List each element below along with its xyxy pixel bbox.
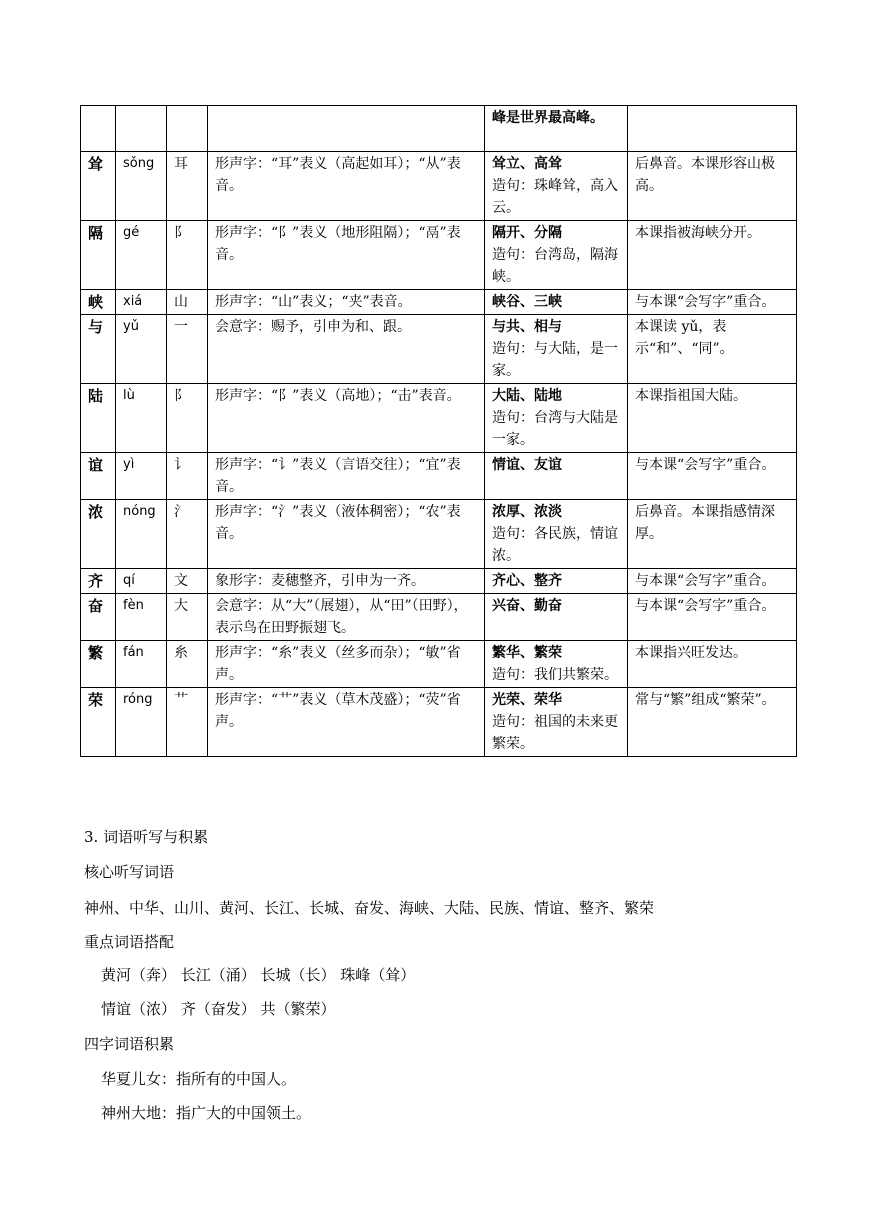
char-cell: 繁 [81,641,116,688]
sentence-text: 造句：祖国的未来更繁荣。 [492,714,618,752]
note-cell: 常与“繁”组成“繁荣”。 [628,688,797,757]
note-cell: 本课指兴旺发达。 [628,641,797,688]
table-row [81,453,797,500]
words-cell [485,152,628,221]
words-cell [485,500,628,569]
table-row [81,221,797,290]
idiom-line-1: 华夏儿女：指所有的中国人。 [101,1070,297,1088]
words-cell [485,221,628,290]
note-cell: 后鼻音。本课形容山极高。 [628,152,797,221]
collocation-line-2: 情谊（浓） 齐（奋发） 共（繁荣） [101,1000,336,1018]
words-text: 大陆、陆地 [492,388,562,404]
form-cell: 会意字：赐予，引申为和、跟。 [208,315,485,384]
words-cell [485,641,628,688]
note-cell: 与本课“会写字”重合。 [628,453,797,500]
words-cell [485,569,628,594]
form-cell: 形声字：“艹”表义（草木茂盛）；“荧”省声。 [208,688,485,757]
pinyin-cell: nóng [116,500,167,569]
char-cell: 耸 [81,152,116,221]
words-text: 与共、相与 [492,319,562,335]
sentence-text: 造句：我们共繁荣。 [492,667,618,683]
radical-cell: 山 [167,290,208,315]
table-row [81,290,797,315]
words-cell [485,290,628,315]
words-text: 峡谷、三峡 [492,294,562,310]
form-cell: 形声字：“糸”表义（丝多而杂）；“敏”省声。 [208,641,485,688]
table-row [81,688,797,757]
core-words-title: 核心听写词语 [84,863,175,881]
character-table [80,105,797,757]
table-row [81,594,797,641]
char-cell: 浓 [81,500,116,569]
pinyin-cell [116,106,167,152]
words-text: 浓厚、浓淡 [492,504,562,520]
pinyin-cell: yǔ [116,315,167,384]
note-cell: 本课读 yǔ，表示“和”、“同”。 [628,315,797,384]
pinyin-cell: fán [116,641,167,688]
sentence-text: 造句：珠峰耸，高入云。 [492,178,618,216]
sentence-text: 造句：台湾与大陆是一家。 [492,410,618,448]
radical-cell: 大 [167,594,208,641]
pinyin-cell: lù [116,384,167,453]
table-row-continued [81,106,797,152]
pinyin-cell: qí [116,569,167,594]
words-cell: 峰是世界最高峰。 [485,106,628,152]
radical-cell [167,106,208,152]
note-cell [628,106,797,152]
words-text: 隔开、分隔 [492,225,562,241]
collocation-line-1: 黄河（奔） 长江（涌） 长城（长） 珠峰（耸） [101,966,416,984]
form-cell [208,106,485,152]
char-cell: 峡 [81,290,116,315]
form-cell: 形声字：“氵”表义（液体稠密）；“农”表音。 [208,500,485,569]
table-row [81,500,797,569]
words-text: 情谊、友谊 [492,457,562,473]
pinyin-cell: xiá [116,290,167,315]
sentence-text: 造句：各民族，情谊浓。 [492,526,618,564]
note-cell: 本课指祖国大陆。 [628,384,797,453]
words-text: 光荣、荣华 [492,692,562,708]
pinyin-cell: fèn [116,594,167,641]
char-cell: 齐 [81,569,116,594]
radical-cell: 讠 [167,453,208,500]
char-cell [81,106,116,152]
words-cell [485,594,628,641]
radical-cell: 阝 [167,384,208,453]
radical-cell: 阝 [167,221,208,290]
form-cell: 形声字：“阝”表义（高地）；“击”表音。 [208,384,485,453]
table-row [81,152,797,221]
char-cell: 荣 [81,688,116,757]
note-cell: 与本课“会写字”重合。 [628,290,797,315]
section-title: 3. 词语听写与积累 [84,828,209,846]
form-cell: 形声字：“阝”表义（地形阻隔）；“鬲”表音。 [208,221,485,290]
table-row [81,384,797,453]
sentence-text: 造句：台湾岛，隔海峡。 [492,247,618,285]
words-text: 耸立、高耸 [492,156,562,172]
character-table-body [81,106,797,757]
table-row [81,315,797,384]
radical-cell: 一 [167,315,208,384]
words-text: 齐心、整齐 [492,573,562,589]
table-row [81,641,797,688]
note-cell: 后鼻音。本课指感情深厚。 [628,500,797,569]
char-cell: 隔 [81,221,116,290]
idiom-line-2: 神州大地：指广大的中国领土。 [101,1104,312,1122]
sentence-text: 造句：与大陆，是一家。 [492,341,618,379]
note-cell: 与本课“会写字”重合。 [628,594,797,641]
pinyin-cell: yì [116,453,167,500]
radical-cell: 艹 [167,688,208,757]
char-cell: 陆 [81,384,116,453]
radical-cell: 糸 [167,641,208,688]
char-cell: 与 [81,315,116,384]
note-cell: 本课指被海峡分开。 [628,221,797,290]
idiom-title: 四字词语积累 [84,1035,175,1053]
radical-cell: 氵 [167,500,208,569]
radical-cell: 耳 [167,152,208,221]
form-cell: 象形字：麦穗整齐，引申为一齐。 [208,569,485,594]
pinyin-cell: róng [116,688,167,757]
form-cell: 形声字：“山”表义；“夹”表音。 [208,290,485,315]
words-cell [485,453,628,500]
pinyin-cell: sǒng [116,152,167,221]
words-text: 兴奋、勤奋 [492,598,562,614]
core-words-list: 神州、中华、山川、黄河、长江、长城、奋发、海峡、大陆、民族、情谊、整齐、繁荣 [84,899,655,917]
words-cell [485,688,628,757]
words-cell [485,384,628,453]
form-cell: 会意字：从“大”（展翅），从“田”（田野），表示鸟在田野振翅飞。 [208,594,485,641]
words-cell [485,315,628,384]
char-cell: 奋 [81,594,116,641]
note-cell: 与本课“会写字”重合。 [628,569,797,594]
words-text: 繁华、繁荣 [492,645,562,661]
form-cell: 形声字：“耳”表义（高起如耳）；“从”表音。 [208,152,485,221]
form-cell: 形声字：“讠”表义（言语交往）；“宜”表音。 [208,453,485,500]
radical-cell: 文 [167,569,208,594]
table-row [81,569,797,594]
collocation-title: 重点词语搭配 [84,933,175,951]
pinyin-cell: gé [116,221,167,290]
char-cell: 谊 [81,453,116,500]
